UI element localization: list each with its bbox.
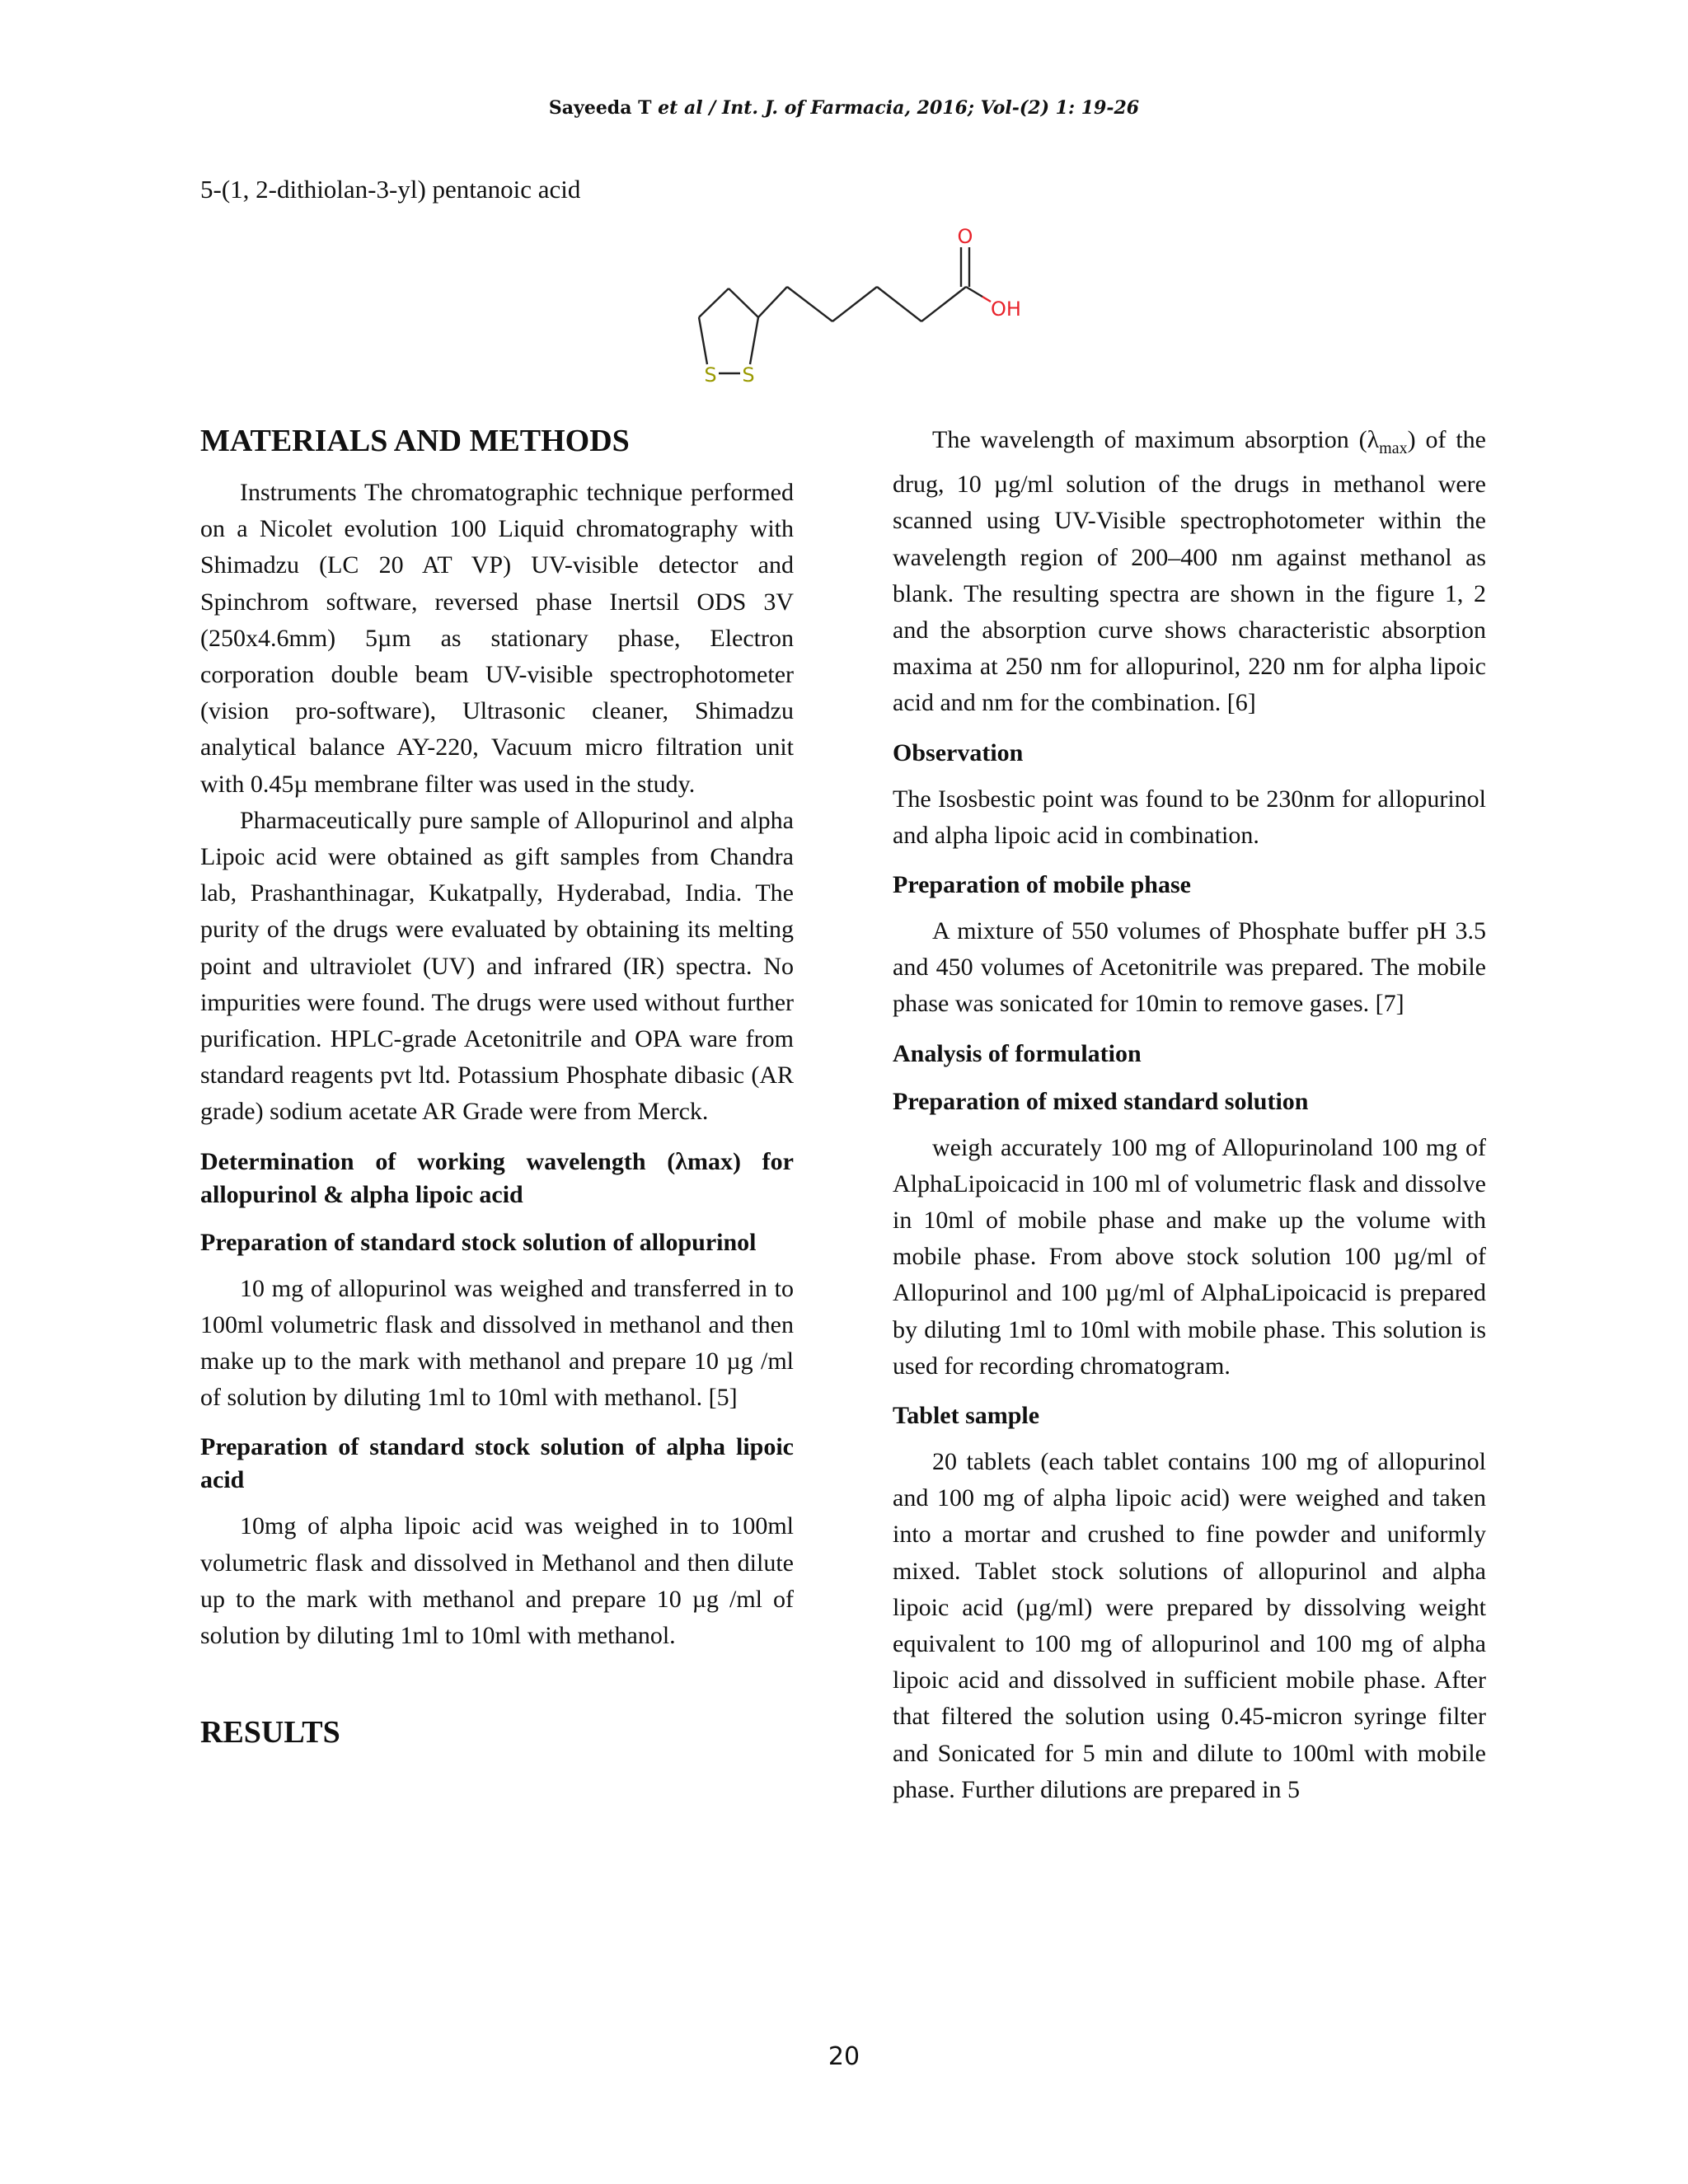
stock-allopurinol-paragraph: 10 mg of allopurinol was weighed and transferred in to 100ml volumetric flask and dissolved in methanol and then make up to the mark with methanol and prepare 10 µg /ml of solution by diluting 1ml to 10ml with methanol. [5]: [200, 1274, 794, 1412]
compound-name: 5-(1, 2-dithiolan-3-yl) pentanoic acid: [200, 175, 581, 204]
mixed-standard-paragraph: weigh accurately 100 mg of Allopurinoland 100 mg of AlphaLipoicacid in 100 ml of volumetric flask and dissolve in 10ml of mobile phase and make up the volume with mobile phase. From above stock solution 100 µg/ml of Allopurinol and 100 µg/ml of AlphaLipoicacid is prepared by diluting 1ml to 10ml with mobile phase. This solution is used for recording chromatogram.: [893, 1133, 1486, 1380]
atom-sulfur-2: S: [742, 363, 755, 387]
results-heading: RESULTS: [200, 1715, 340, 1750]
atom-hydroxyl: OH: [991, 298, 1021, 321]
instruments-paragraph: Instruments The chromatographic technique performed on a Nicolet evolution 100 Liquid chromatography with Shimadzu (LC 20 AT VP) UV-visible detector and Spinchrom software, reversed phase Inertsil ODS 3V (250x4.6mm) 5µm as stationary phase, Electron corporation double beam UV-visible spectrophotometer (vision pro-software), Ultrasonic cleaner, Shimadzu analytical balance AY-220, Vacuum micro filtration unit with 0.45µ membrane filter was used in the study.: [200, 479, 794, 798]
pharma-paragraph: Pharmaceutically pure sample of Allopurinol and alpha Lipoic acid were obtained as gift samples from Chandra lab, Prashanthinagar, Kukatpally, Hyderabad, India. The purity of the drugs were evaluated by obtaining its melting point and ultraviolet (UV) and infrared (IR) spectra. No impurities were found. The drugs were used without further purification. HPLC-grade Acetonitrile and OPA ware from standard reagents pvt ltd. Potassium Phosphate dibasic (AR grade) sodium acetate AR Grade were from Merck.: [200, 806, 794, 1126]
header-etal: et al /: [651, 97, 722, 119]
lipoic-acid-structure: [659, 223, 1088, 400]
molecule-bonds: [699, 247, 982, 373]
mobile-phase-paragraph: A mixture of 550 volumes of Phosphate buffer pH 3.5 and 450 volumes of Acetonitrile was prepared. The mobile phase was sonicated for 10min to remove gases. [7]: [893, 917, 1486, 1018]
wavelength-heading: Determination of working wavelength (λmax) for allopurinol & alpha lipoic acid: [200, 1147, 794, 1208]
atom-sulfur-1: S: [704, 363, 717, 387]
running-header: [0, 97, 1688, 119]
right-column: [893, 422, 1486, 1808]
lambda-post: ) of the drug, 10 µg/ml solution of the drugs in methanol were scanned using UV-Visible spectrophotometer within the wavelength region of 200–400 nm against methanol as blank. The resulting spectra are shown in the figure 1, 2 and the absorption curve shows characteristic absorption maxima at 250 nm for allopurinol, 220 nm for alpha lipoic acid and nm for the combination. [6]: [893, 426, 1486, 717]
tablet-paragraph: 20 tablets (each tablet contains 100 mg of allopurinol and 100 mg of alpha lipoic acid) were weighed and taken into a mortar and crushed to fine powder and uniformly mixed. Tablet stock solutions of allopurinol and alpha lipoic acid (µg/ml) were prepared by dissolving weight equivalent to 100 mg of allopurinol and 100 mg of alpha lipoic acid and dissolved in sufficient mobile phase. After that filtered the solution using 0.45-micron syringe filter and Sonicated for 5 min and dilute to 100ml with mobile phase. Further dilutions are prepared in 5: [893, 1448, 1486, 1803]
stock-allopurinol-heading: Preparation of standard stock solution of allopurinol: [200, 1228, 757, 1256]
observation-paragraph: The Isosbestic point was found to be 230nm for allopurinol and alpha lipoic acid in combination.: [893, 785, 1486, 849]
lambda-pre: The wavelength of maximum absorption (λ: [932, 426, 1380, 453]
header-journal: Int. J. of Farmacia, 2016; Vol-(2) 1: 19-26: [721, 97, 1140, 119]
left-column: [200, 422, 794, 1766]
mixed-standard-heading: Preparation of mixed standard solution: [893, 1087, 1309, 1115]
materials-heading: MATERIALS AND METHODS: [200, 424, 630, 458]
header-author: Sayeeda T: [548, 97, 652, 119]
formulation-heading: Analysis of formulation: [893, 1039, 1142, 1067]
mobile-phase-heading: Preparation of mobile phase: [893, 871, 1191, 899]
stock-lipoic-heading: Preparation of standard stock solution of alpha lipoic acid: [200, 1433, 794, 1494]
lambda-paragraph: [893, 422, 1486, 722]
tablet-heading: Tablet sample: [893, 1402, 1040, 1430]
observation-heading: Observation: [893, 738, 1024, 766]
page-number: 20: [828, 2042, 860, 2071]
stock-lipoic-paragraph: 10mg of alpha lipoic acid was weighed in to 100ml volumetric flask and dissolved in Methanol and then dilute up to the mark with methanol and prepare 10 µg /ml of solution by diluting 1ml to 10ml with methanol.: [200, 1512, 794, 1650]
lambda-sub: max: [1379, 439, 1408, 457]
molecule-oxygen-bonds: [982, 297, 991, 302]
atom-oxygen: O: [957, 225, 973, 248]
